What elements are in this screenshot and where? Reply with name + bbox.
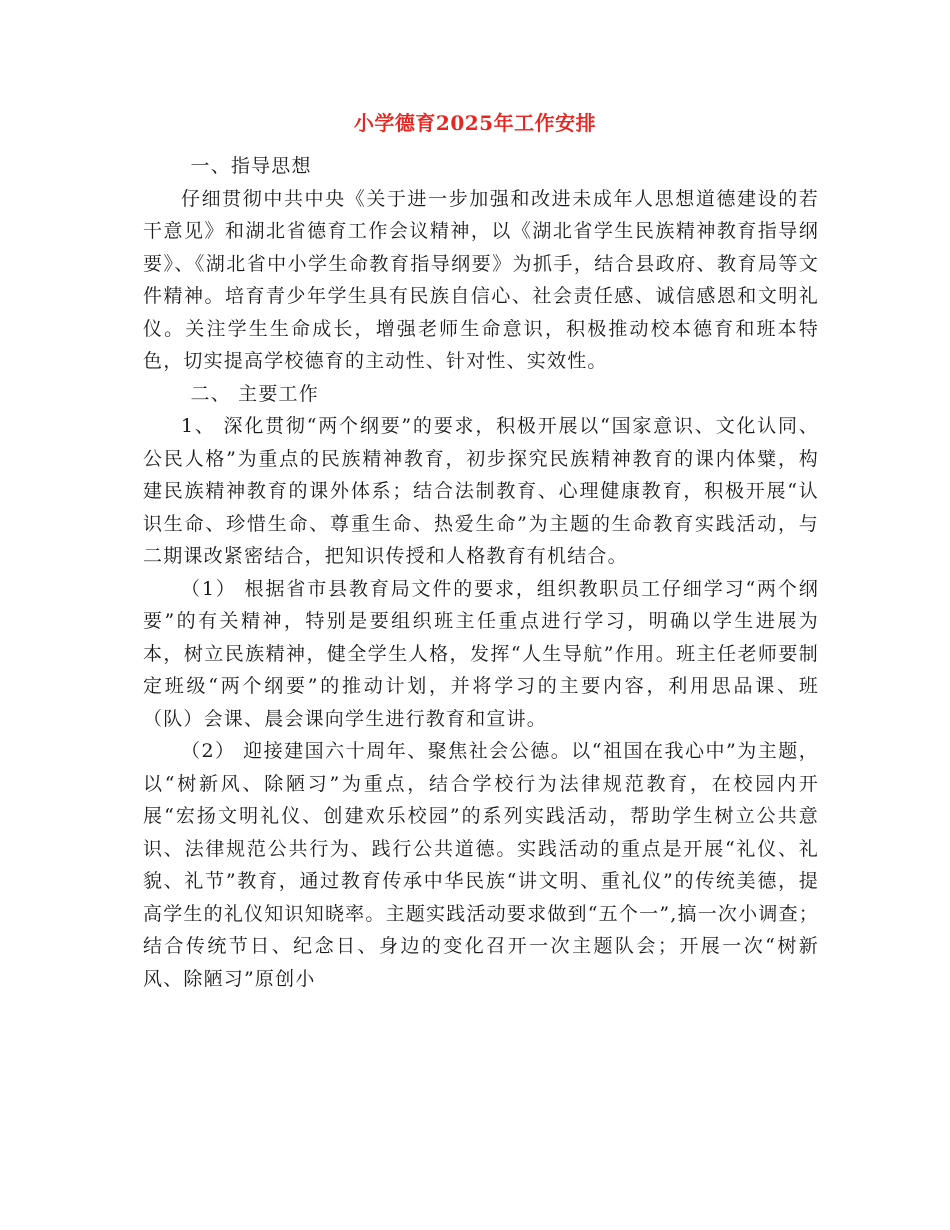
document-title: 小学德育2025年工作安排: [353, 111, 597, 135]
document-body: [143, 150, 819, 995]
section-heading-main-work: 二、 主要工作: [190, 382, 319, 405]
paragraph-item-1: 1、 深化贯彻“两个纲要”的要求，积极开展以“国家意识、文化认同、公民人格”为重点的民族精神教育，初步探究民族精神教育的课内体糪，构建民族精神教育的课外体系；结合法制教育、心理健康教育，积极开展“认识生命、珍惜生命、尊重生命、热爱生命”为主题的生命教育实践活动，与二期课改紧密结合，把知识传授和人格教育有机结合。: [143, 415, 819, 567]
paragraph-subitem-1: （1） 根据省市县教育局文件的要求，组织教职员工仔细学习“两个纲要”的有关精神，特别是要组织班主任重点进行学习，明确以学生进展为本，树立民族精神，健全学生人格，发挥“人生导航”作用。班主任老师要制定班级“两个纲要”的推动计划，并将学习的主要内容，利用思品课、班（队）会课、晨会课向学生进行教育和宣讲。: [143, 577, 819, 730]
section-heading-guiding-ideology: 一、指导思想: [190, 155, 312, 177]
paragraph-subitem-2: （2） 迎接建国六十周年、聚焦社会公德。以“祖国在我心中”为主题，以“树新风、除陋习”为重点，结合学校行为法律规范教育，在校园内开展“宏扬文明礼仪、创建欢乐校园”的系列实践活动，帮助学生树立公共意识、法律规范公共行为、践行公共道德。实践活动的重点是开展“礼仪、礼貌、礼节”教育，通过教育传承中华民族“讲文明、重礼仪”的传统美德，提高学生的礼仪知识知晓率。主题实践活动要求做到“五个一”,搞一次小调查；结合传统节日、纪念日、身边的变化召开一次主题队会；开展一次“树新风、除陋习”原创小: [143, 740, 819, 990]
paragraph-guiding-ideology: 仔细贯彻中共中央《关于进一步加强和改进未成年人思想道德建设的若干意见》和湖北省德育工作会议精神，以《湖北省学生民族精神教育指导纲要》、《湖北省中小学生命教育指导纲要》为抓手，结合县政府、教育局等文件精神。培育青少年学生具有民族自信心、社会责任感、诚信感恩和文明礼仪。关注学生生命成长，增强老师生命意识，积极推动校本德育和班本特色，切实提高学校德育的主动性、针对性、实效性。: [143, 187, 819, 372]
